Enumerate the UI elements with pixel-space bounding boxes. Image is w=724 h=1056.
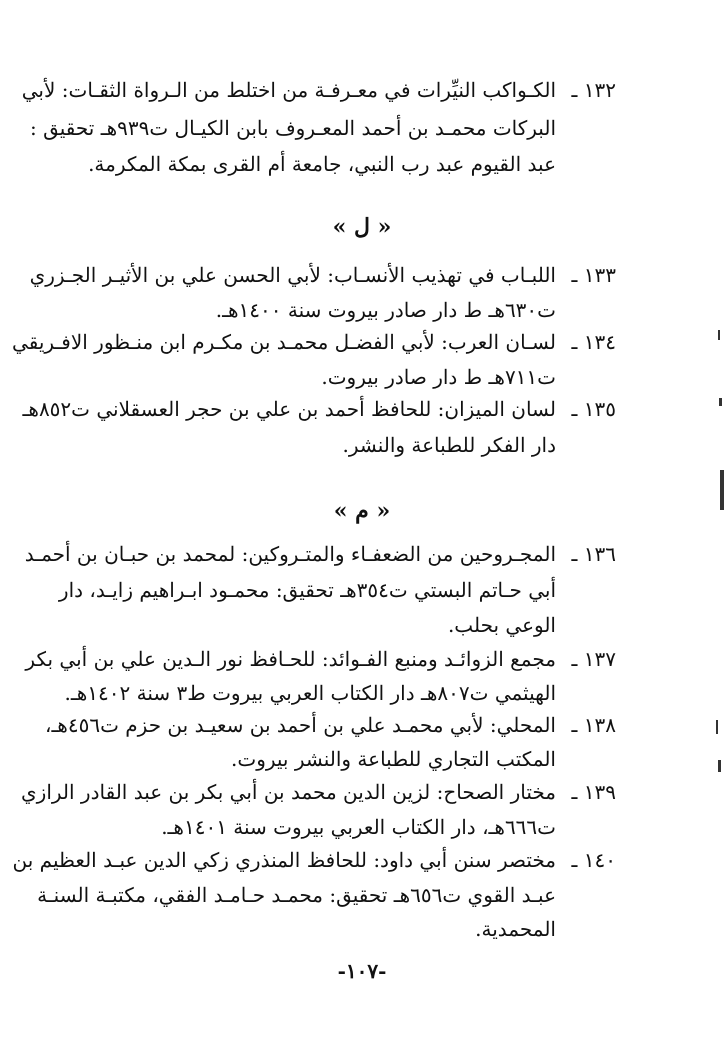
entry-number: ١٤٠ ـ: [571, 848, 616, 872]
entry-text-line: ت٧١١هـ ط دار صادر بيروت.: [321, 365, 556, 389]
scan-edge-mark: [719, 398, 722, 406]
entry-text-line: لسـان العرب: لأبي الفضـل محمـد بن مكـرم ابن منـظور الافـريقي: [12, 330, 556, 354]
entry-number: ١٣٤ ـ: [571, 330, 616, 354]
entry-text-line: مجمع الزوائـد ومنبع الفـوائد: للحـافظ نور الـدين علي بن أبي بكر: [25, 647, 556, 671]
scan-edge-mark: [716, 720, 718, 734]
scan-edge-mark: [720, 470, 724, 510]
section-letter-heading: « ل »: [332, 214, 392, 240]
entry-text-line: المكتب التجاري للطباعة والنشر بيروت.: [231, 747, 556, 771]
entry-text-line: ت٦٣٠هـ ط دار صادر بيروت سنة ١٤٠٠هـ.: [215, 298, 556, 322]
entry-text-line: الوعي بحلب.: [447, 613, 556, 637]
entry-number: ١٣٧ ـ: [571, 647, 616, 671]
entry-text-line: اللبـاب في تهذيب الأنسـاب: لأبي الحسن علي بن الأثيـر الجـزري: [29, 263, 556, 287]
scan-edge-mark: [718, 760, 721, 772]
entry-text-line: المجـروحين من الضعفـاء والمتـروكين: لمحمد بن حبـان بن أحمـد: [24, 542, 556, 566]
entry-text-line: الهيثمي ت٨٠٧هـ دار الكتاب العربي بيروت ط٣ سنة ١٤٠٢هـ.: [64, 681, 556, 705]
entry-text-line: عبد القيوم عبد رب النبي، جامعة أم القرى بمكة المكرمة.: [88, 152, 556, 176]
entry-text-line: مختار الصحاح: لزين الدين محمد بن أبي بكر بن عبد القادر الرازي: [21, 780, 556, 804]
entry-text-line: ت٦٦٦هـ، دار الكتاب العربي بيروت سنة ١٤٠١هـ.: [161, 815, 556, 839]
section-letter-heading: « م »: [333, 498, 391, 524]
entry-number: ١٣٩ ـ: [571, 780, 616, 804]
entry-text-line: الكـواكب النيِّرات في معـرفـة من اختلط من الـرواة الثقـات: لأبي: [21, 78, 556, 102]
entry-number: ١٣٢ ـ: [571, 78, 616, 102]
entry-text-line: عبـد القوي ت٦٥٦هـ تحقيق: محمـد حـامـد الفقي، مكتبـة السنـة: [37, 883, 556, 907]
page-number: -١٠٧-: [337, 959, 387, 983]
entry-number: ١٣٦ ـ: [571, 542, 616, 566]
entry-text-line: المحلي: لأبي محمـد علي بن أحمد بن سعيـد بن حزم ت٤٥٦هـ،: [44, 713, 556, 737]
entry-number: ١٣٥ ـ: [571, 397, 616, 421]
entry-number: ١٣٣ ـ: [571, 263, 616, 287]
entry-text-line: البركات محمـد بن أحمد المعـروف بابن الكيـال ت٩٣٩هـ تحقيق :: [29, 116, 556, 140]
entry-text-line: مختصر سنن أبي داود: للحافظ المنذري زكي الدين عبـد العظيم بن: [12, 848, 556, 872]
entry-number: ١٣٨ ـ: [571, 713, 616, 737]
entry-text-line: المحمدية.: [475, 917, 556, 941]
entry-text-line: أبي حـاتم البستي ت٣٥٤هـ تحقيق: محمـود ابـراهيم زايـد، دار: [58, 578, 556, 602]
entry-text-line: لسان الميزان: للحافظ أحمد بن علي بن حجر العسقلاني ت٨٥٢هـ: [22, 397, 556, 421]
entry-text-line: دار الفكر للطباعة والنشر.: [342, 433, 556, 457]
scan-edge-mark: [718, 330, 720, 340]
